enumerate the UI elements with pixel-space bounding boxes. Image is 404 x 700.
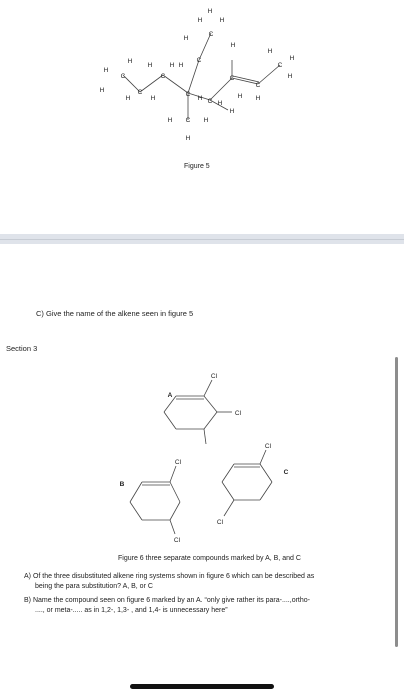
- atom-h: H: [229, 108, 235, 115]
- label-a: A: [167, 392, 173, 399]
- atom-h: H: [178, 62, 184, 69]
- question-a-line1: Of the three disubstituted alkene ring systems shown in figure 6 which can be described as: [32, 573, 315, 580]
- home-indicator[interactable]: [130, 684, 274, 689]
- atom-h: H: [237, 93, 243, 100]
- question-b: [24, 596, 394, 616]
- atom-h: H: [103, 67, 109, 74]
- atom-h: H: [203, 117, 209, 124]
- atom-h: H: [267, 48, 273, 55]
- atom-h: H: [217, 100, 223, 107]
- substituent-cl: Cl: [264, 443, 272, 450]
- atom-h: H: [197, 95, 203, 102]
- atom-c: C: [255, 82, 261, 89]
- atom-c: C: [207, 98, 213, 105]
- atom-c: C: [208, 31, 214, 38]
- substituent-cl: Cl: [216, 519, 224, 526]
- question-b-line1: Name the compound seen on figure 6 marked by an A. “only give rather its para-....,ortho-: [32, 597, 310, 604]
- atom-c: C: [277, 62, 283, 69]
- atom-h: H: [230, 42, 236, 49]
- figure-6-structures: [100, 368, 300, 544]
- scrollbar[interactable]: [395, 357, 398, 647]
- atom-h: H: [183, 35, 189, 42]
- figure-6-caption: Figure 6 three separate compounds marked by A, B, and C: [118, 555, 301, 562]
- substituent-cl: Cl: [234, 410, 242, 417]
- substituent-cl: Cl: [174, 459, 182, 466]
- label-c: C: [283, 469, 289, 476]
- atom-h: H: [185, 135, 191, 142]
- atom-h: H: [147, 62, 153, 69]
- section-label: Section 3: [6, 344, 38, 353]
- atom-h: H: [289, 55, 295, 62]
- question-a-line2: being the para substitution? A, B, or C: [35, 583, 153, 590]
- atom-h: H: [167, 117, 173, 124]
- atom-c: C: [160, 73, 166, 80]
- atom-c: C: [196, 57, 202, 64]
- question-a-prefix: A): [24, 573, 31, 580]
- question-c: C) Give the name of the alkene seen in figure 5: [36, 309, 194, 318]
- label-b: B: [119, 481, 125, 488]
- substituent-cl: Cl: [173, 537, 181, 544]
- atom-h: H: [125, 95, 131, 102]
- section-divider-line: [0, 239, 404, 240]
- atom-c: C: [120, 73, 126, 80]
- question-b-line2: ...., or meta-..... as in 1,2-, 1,3- , and 1,4- is unnecessary here”: [35, 607, 228, 614]
- atom-c: C: [137, 89, 143, 96]
- figure-5-structure: [60, 0, 360, 158]
- atom-h: H: [150, 95, 156, 102]
- atom-h: H: [207, 8, 213, 15]
- atom-h: H: [197, 17, 203, 24]
- atom-h: H: [169, 62, 175, 69]
- atom-c: C: [185, 91, 191, 98]
- atom-h: H: [287, 73, 293, 80]
- question-a: [24, 572, 394, 592]
- question-b-prefix: B): [24, 597, 31, 604]
- atom-h: H: [99, 87, 105, 94]
- figure-5-caption: Figure 5: [184, 163, 210, 170]
- atom-h: H: [255, 95, 261, 102]
- atom-h: H: [127, 58, 133, 65]
- atom-c: C: [229, 75, 235, 82]
- atom-c: C: [185, 117, 191, 124]
- substituent-cl: Cl: [210, 373, 218, 380]
- atom-h: H: [219, 17, 225, 24]
